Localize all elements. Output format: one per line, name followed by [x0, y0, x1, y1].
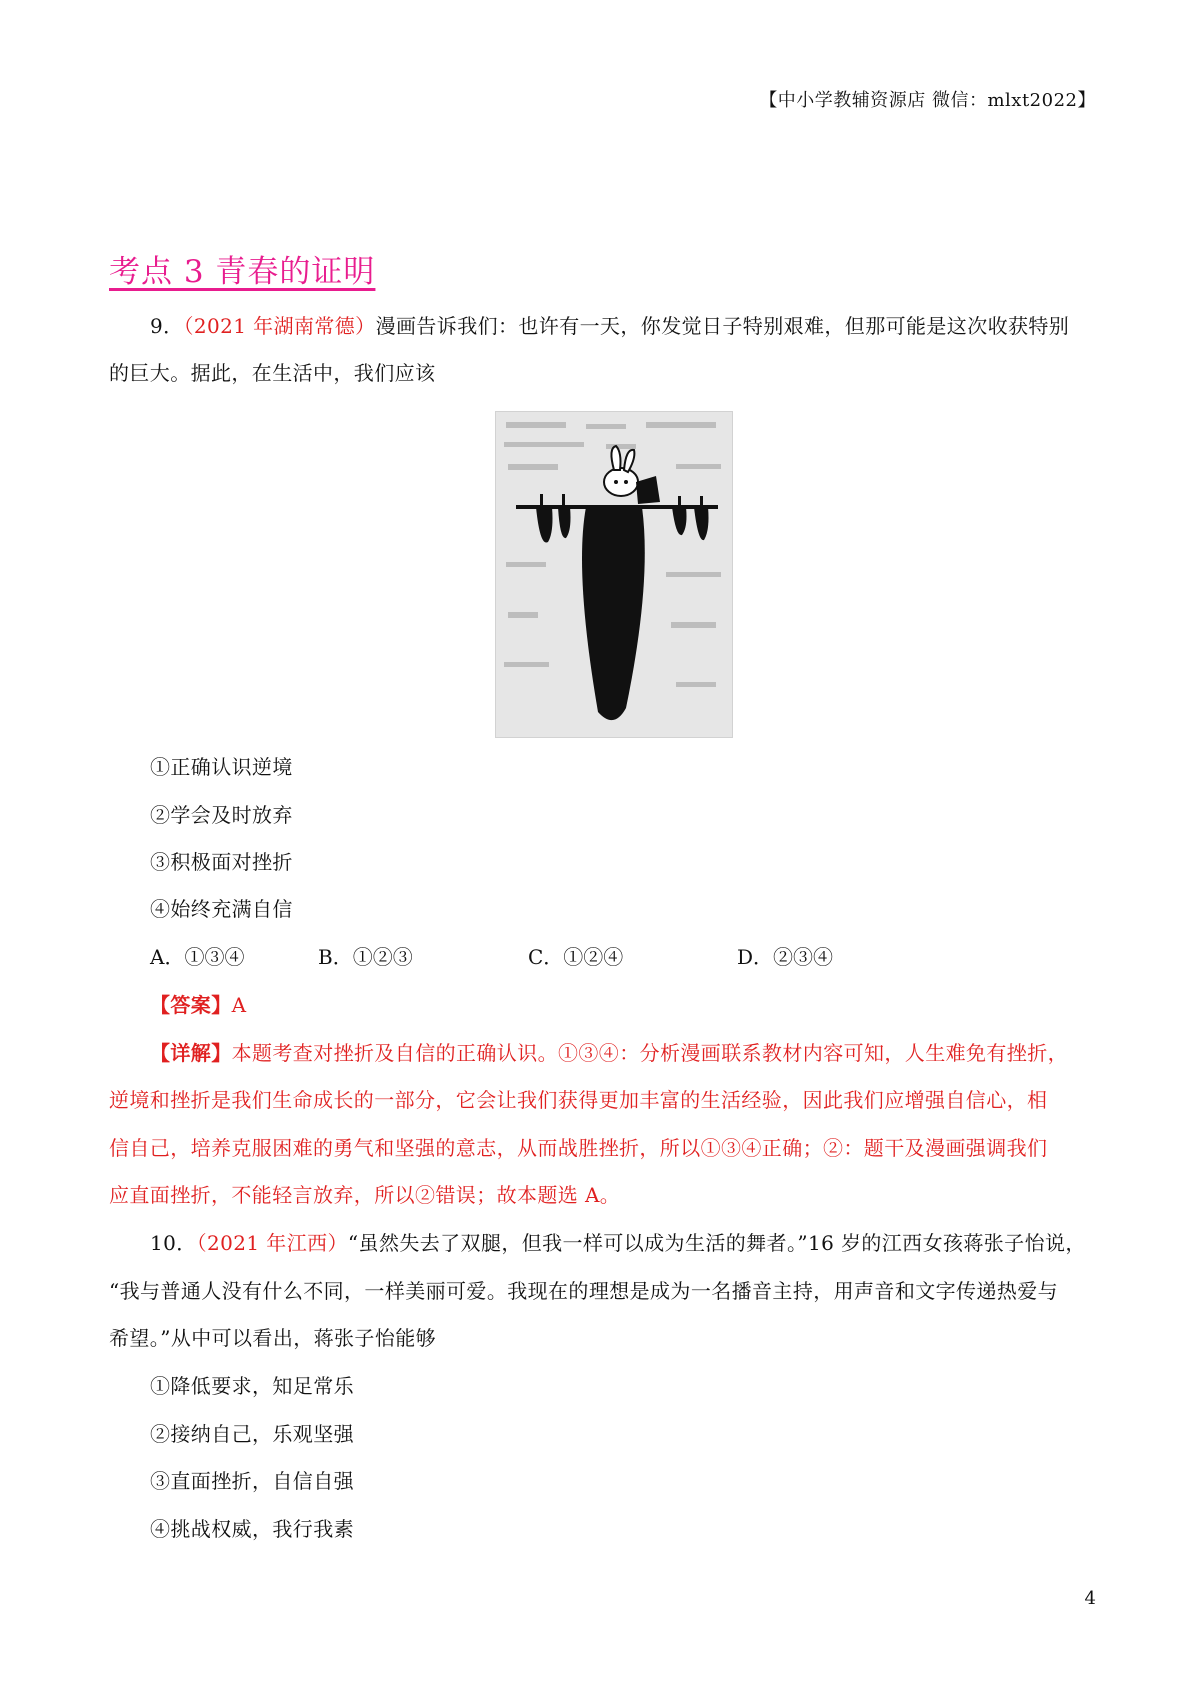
q9-item-4: ④始终充满自信 [150, 897, 293, 921]
q10-item-4: ④挑战权威，我行我素 [150, 1517, 354, 1541]
header-note: 【中小学教辅资源店 微信：mlxt2022】 [759, 90, 1096, 111]
q9-choice-c: C．①②④ [528, 945, 624, 969]
q10-item-2: ②接纳自己，乐观坚强 [150, 1422, 354, 1446]
carrot-rabbit-illustration [496, 412, 732, 737]
q9-detail-line-1 [150, 1043, 1068, 1063]
answer-value: A [231, 993, 247, 1017]
q9-item-1: ①正确认识逆境 [150, 755, 293, 779]
detail-label: 【详解】 [150, 1041, 232, 1065]
q9-item-2: ②学会及时放弃 [150, 803, 293, 827]
detail-text-1: 本题考查对挫折及自信的正确认识。①③④：分析漫画联系教材内容可知，人生难免有挫折， [231, 1041, 1069, 1065]
section-title: 考点 3 青春的证明 [109, 254, 376, 290]
q9-choice-a: A．①③④ [150, 945, 245, 969]
q9-choice-b: B．①②③ [318, 945, 413, 969]
q10-stem-text-1: “虽然失去了双腿，但我一样可以成为生活的舞者。”16 岁的江西女孩蒋张子怡说， [347, 1231, 1086, 1255]
q10-stem-line-1 [150, 1233, 1086, 1253]
q9-choice-d: D．②③④ [737, 945, 834, 969]
big-carrot [582, 507, 645, 720]
q9-stem-text-1: 漫画告诉我们：也许有一天，你发觉日子特别艰难，但那可能是这次收获特别 [375, 314, 1070, 338]
q9-detail-line-3: 信自己，培养克服困难的勇气和坚强的意志，从而战胜挫折，所以①③④正确；②：题干及漫画强调我们 [109, 1136, 1048, 1160]
q10-item-1: ①降低要求，知足常乐 [150, 1374, 354, 1398]
q9-item-3: ③积极面对挫折 [150, 850, 293, 874]
q10-source: （2021 年江西） [196, 1231, 348, 1255]
q9-source: （2021 年湖南常德） [183, 314, 376, 338]
q9-stem-line-2: 的巨大。据此，在生活中，我们应该 [109, 361, 436, 385]
q10-number: 10． [150, 1231, 197, 1255]
q10-stem-line-3: 希望。”从中可以看出，蒋张子怡能够 [109, 1326, 437, 1350]
q9-stem-line-1 [150, 316, 1069, 336]
rabbit [604, 446, 660, 504]
q9-detail-line-4: 应直面挫折，不能轻言放弃，所以②错误；故本题选 A。 [109, 1183, 621, 1207]
page-number: 4 [1084, 1588, 1096, 1609]
q9-answer [150, 995, 246, 1015]
comic-image [495, 411, 733, 738]
q10-item-3: ③直面挫折，自信自强 [150, 1469, 354, 1493]
q9-detail-line-2: 逆境和挫折是我们生命成长的一部分，它会让我们获得更加丰富的生活经验，因此我们应增强自信心，相 [109, 1088, 1048, 1112]
q10-stem-line-2: “我与普通人没有什么不同，一样美丽可爱。我现在的理想是成为一名播音主持，用声音和文字传递热爱与 [109, 1279, 1059, 1303]
q9-number: 9． [150, 314, 184, 338]
answer-label: 【答案】 [150, 993, 232, 1017]
